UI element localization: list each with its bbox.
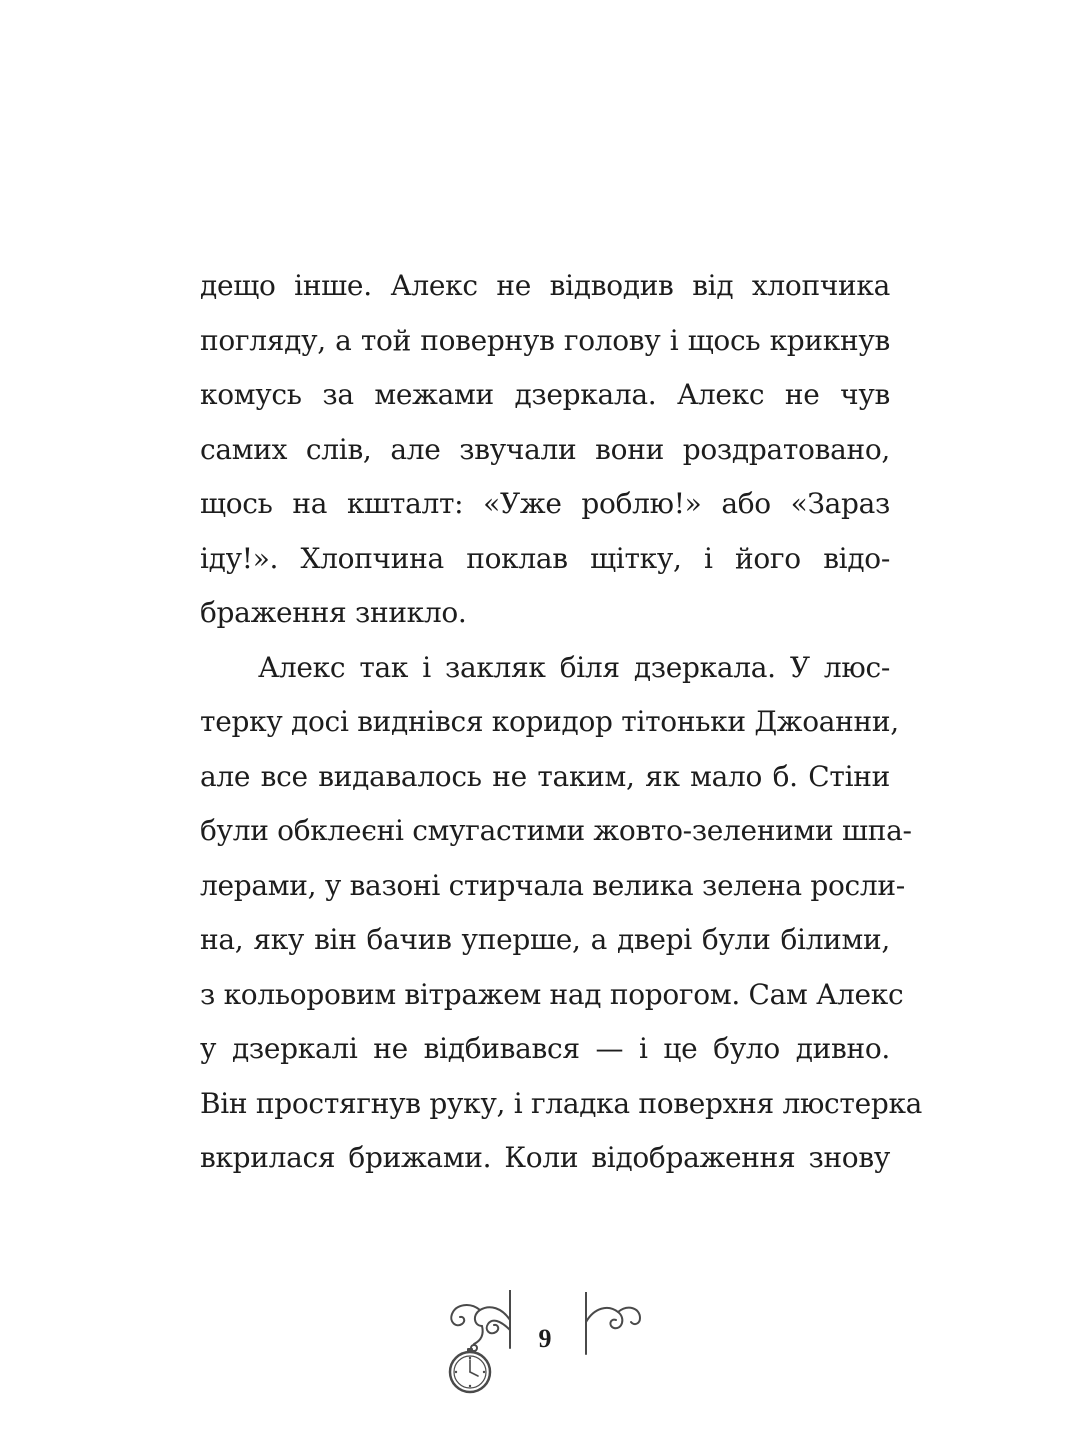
pocket-watch-flourish-icon — [430, 1290, 520, 1400]
text-line: у дзеркалі не відбивався — і це було дивно. — [200, 1032, 890, 1065]
text-line: Алекс так і закляк біля дзеркала. У люс- — [258, 650, 890, 684]
text-line: але все видавалось не таким, як мало б. Стіни — [200, 759, 890, 793]
text-line: погляду, а той повернув голову і щось крикнув — [200, 323, 890, 357]
text-line: лерами, у вазоні стирчала велика зелена росли- — [200, 868, 905, 902]
flourish-icon — [578, 1292, 648, 1362]
text-line: терку досі виднівся коридор тітоньки Джоанни, — [200, 705, 899, 738]
text-line: комусь за межами дзеркала. Алекс не чув — [200, 378, 890, 411]
text-line: вкрилася брижами. Коли відображення знову — [200, 1141, 890, 1174]
text-line: були обклеєні смугастими жовто-зеленими шпа- — [200, 814, 912, 847]
text-line: іду!». Хлопчина поклав щітку, і його відо- — [200, 541, 890, 575]
text-line: дещо інше. Алекс не відводив від хлопчика — [200, 269, 890, 302]
text-line: Він простягнув руку, і гладка поверхня люстерка — [200, 1086, 923, 1120]
text-line: самих слів, але звучали вони роздратовано, — [200, 432, 890, 466]
body-text — [200, 259, 923, 1186]
page-footer — [0, 1290, 1080, 1410]
page-number: 9 — [538, 1324, 552, 1353]
text-line: на, яку він бачив уперше, а двері були білими, — [200, 923, 890, 956]
text-line: щось на кшталт: «Уже роблю!» або «Зараз — [200, 487, 890, 520]
text-line: браження зникло. — [200, 596, 467, 629]
text-line: з кольоровим вітражем над порогом. Сам Алекс — [200, 977, 904, 1011]
